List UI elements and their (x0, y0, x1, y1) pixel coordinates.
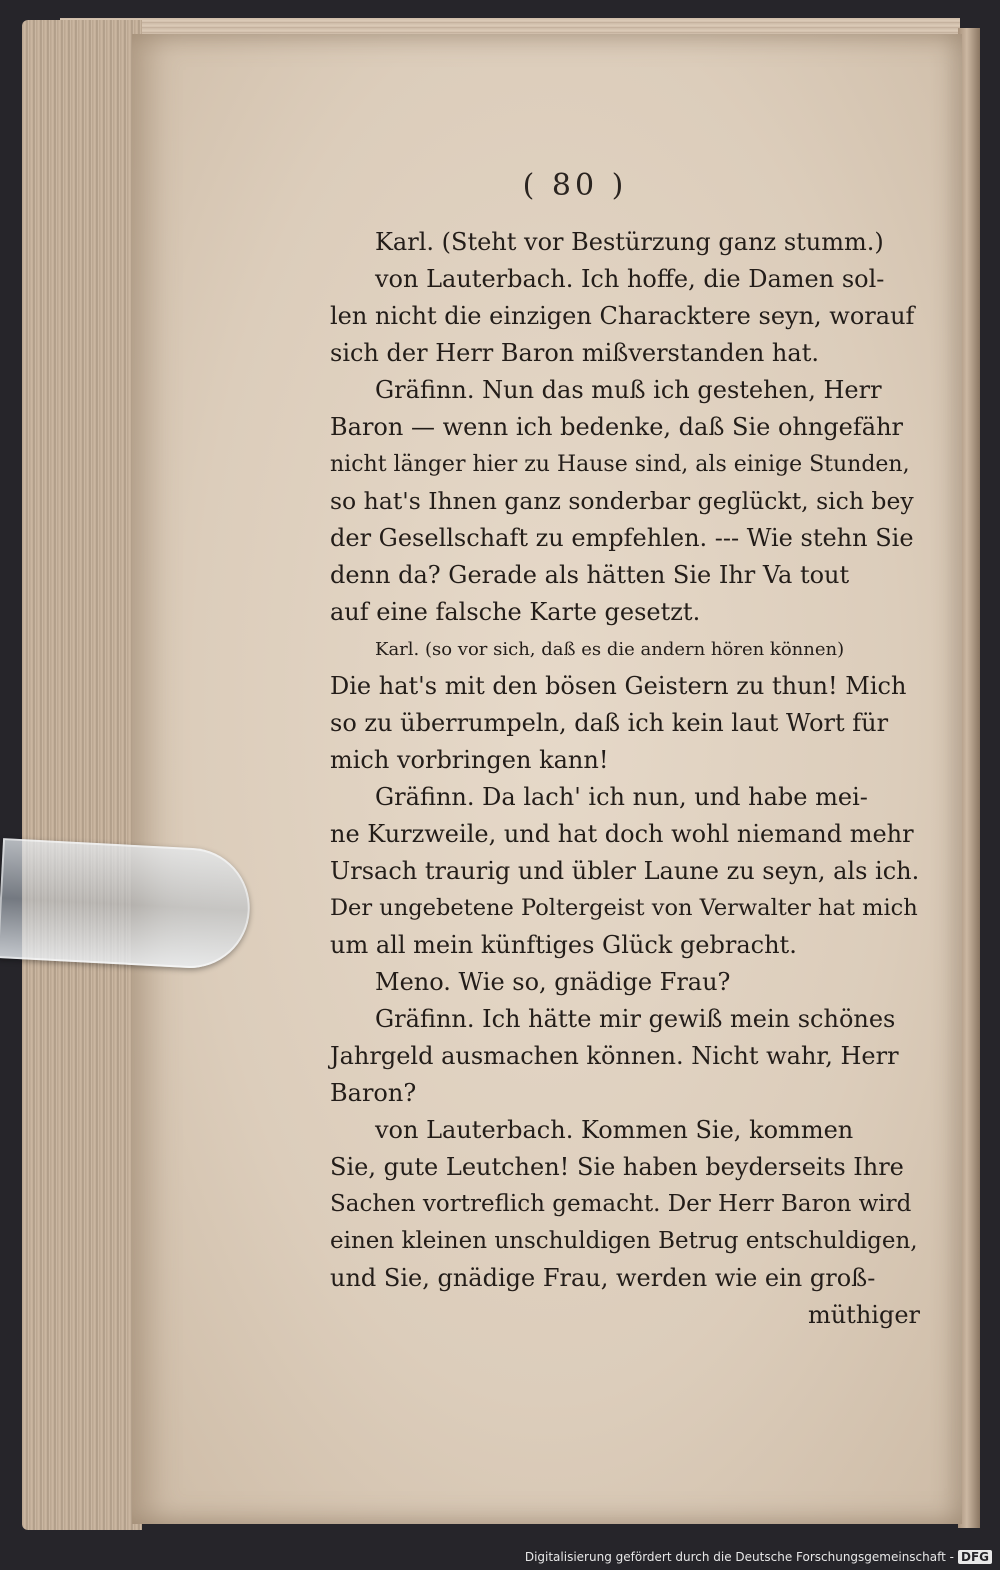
text-line: Karl. (Steht vor Bestürzung ganz stumm.) (375, 228, 884, 256)
text-line: so zu überrumpeln, daß ich kein laut Wort für (330, 709, 889, 737)
text-line: um all mein künftiges Glück gebracht. (330, 931, 797, 959)
text-line: denn da? Gerade als hätten Sie Ihr Va tout (330, 561, 850, 589)
page-number: ( 80 ) (522, 168, 628, 203)
text-line: Jahrgeld ausmachen können. Nicht wahr, Herr (330, 1042, 899, 1070)
text-line: len nicht die einzigen Characktere seyn, worauf (330, 302, 915, 330)
text-line: Gräfinn. Nun das muß ich gestehen, Herr (375, 376, 882, 404)
catchword: müthiger (807, 1301, 920, 1329)
text-line: Karl. (so vor sich, daß es die andern hören können) (375, 639, 845, 660)
text-line: der Gesellschaft zu empfehlen. --- Wie stehn Sie (330, 524, 914, 552)
text-line: nicht länger hier zu Hause sind, als einige Stunden, (330, 452, 910, 477)
text-line: Baron? (330, 1079, 417, 1107)
text-line: von Lauterbach. Ich hoffe, die Damen sol- (375, 265, 885, 293)
text-line: Baron — wenn ich bedenke, daß Sie ohngefähr (330, 413, 903, 441)
text-line: Der ungebetene Poltergeist von Verwalter hat mich (330, 895, 918, 921)
text-line: und Sie, gnädige Frau, werden wie ein groß- (330, 1264, 876, 1292)
book-page-stack (22, 20, 142, 1530)
text-line: auf eine falsche Karte gesetzt. (330, 598, 701, 626)
text-line: von Lauterbach. Kommen Sie, kommen (375, 1116, 854, 1144)
dfg-logo: DFG (958, 1550, 992, 1564)
text-line: Sachen vortreflich gemacht. Der Herr Baron wird (330, 1191, 912, 1217)
page-text (330, 224, 920, 1334)
text-line: Meno. Wie so, gnädige Frau? (375, 968, 731, 996)
text-line: ne Kurzweile, und hat doch wohl niemand mehr (330, 820, 914, 848)
text-line: einen kleinen unschuldigen Betrug entschuldigen, (330, 1228, 918, 1254)
footer-text: Digitalisierung gefördert durch die Deutsche Forschungsgemeinschaft - (524, 1550, 954, 1564)
text-line: Gräfinn. Da lach' ich nun, und habe mei- (375, 783, 868, 811)
text-line: Die hat's mit den bösen Geistern zu thun! Mich (330, 672, 907, 700)
digitization-footer (525, 1550, 992, 1564)
text-line: Sie, gute Leutchen! Sie haben beyderseits Ihre (330, 1153, 904, 1181)
text-line: Ursach traurig und übler Laune zu seyn, als ich. (330, 857, 920, 885)
text-line: Gräfinn. Ich hätte mir gewiß mein schönes (375, 1005, 896, 1033)
text-line: sich der Herr Baron mißverstanden hat. (330, 339, 819, 367)
text-line: so hat's Ihnen ganz sonderbar geglückt, sich bey (330, 487, 914, 515)
text-line: mich vorbringen kann! (330, 746, 609, 774)
page-clip (0, 838, 253, 971)
